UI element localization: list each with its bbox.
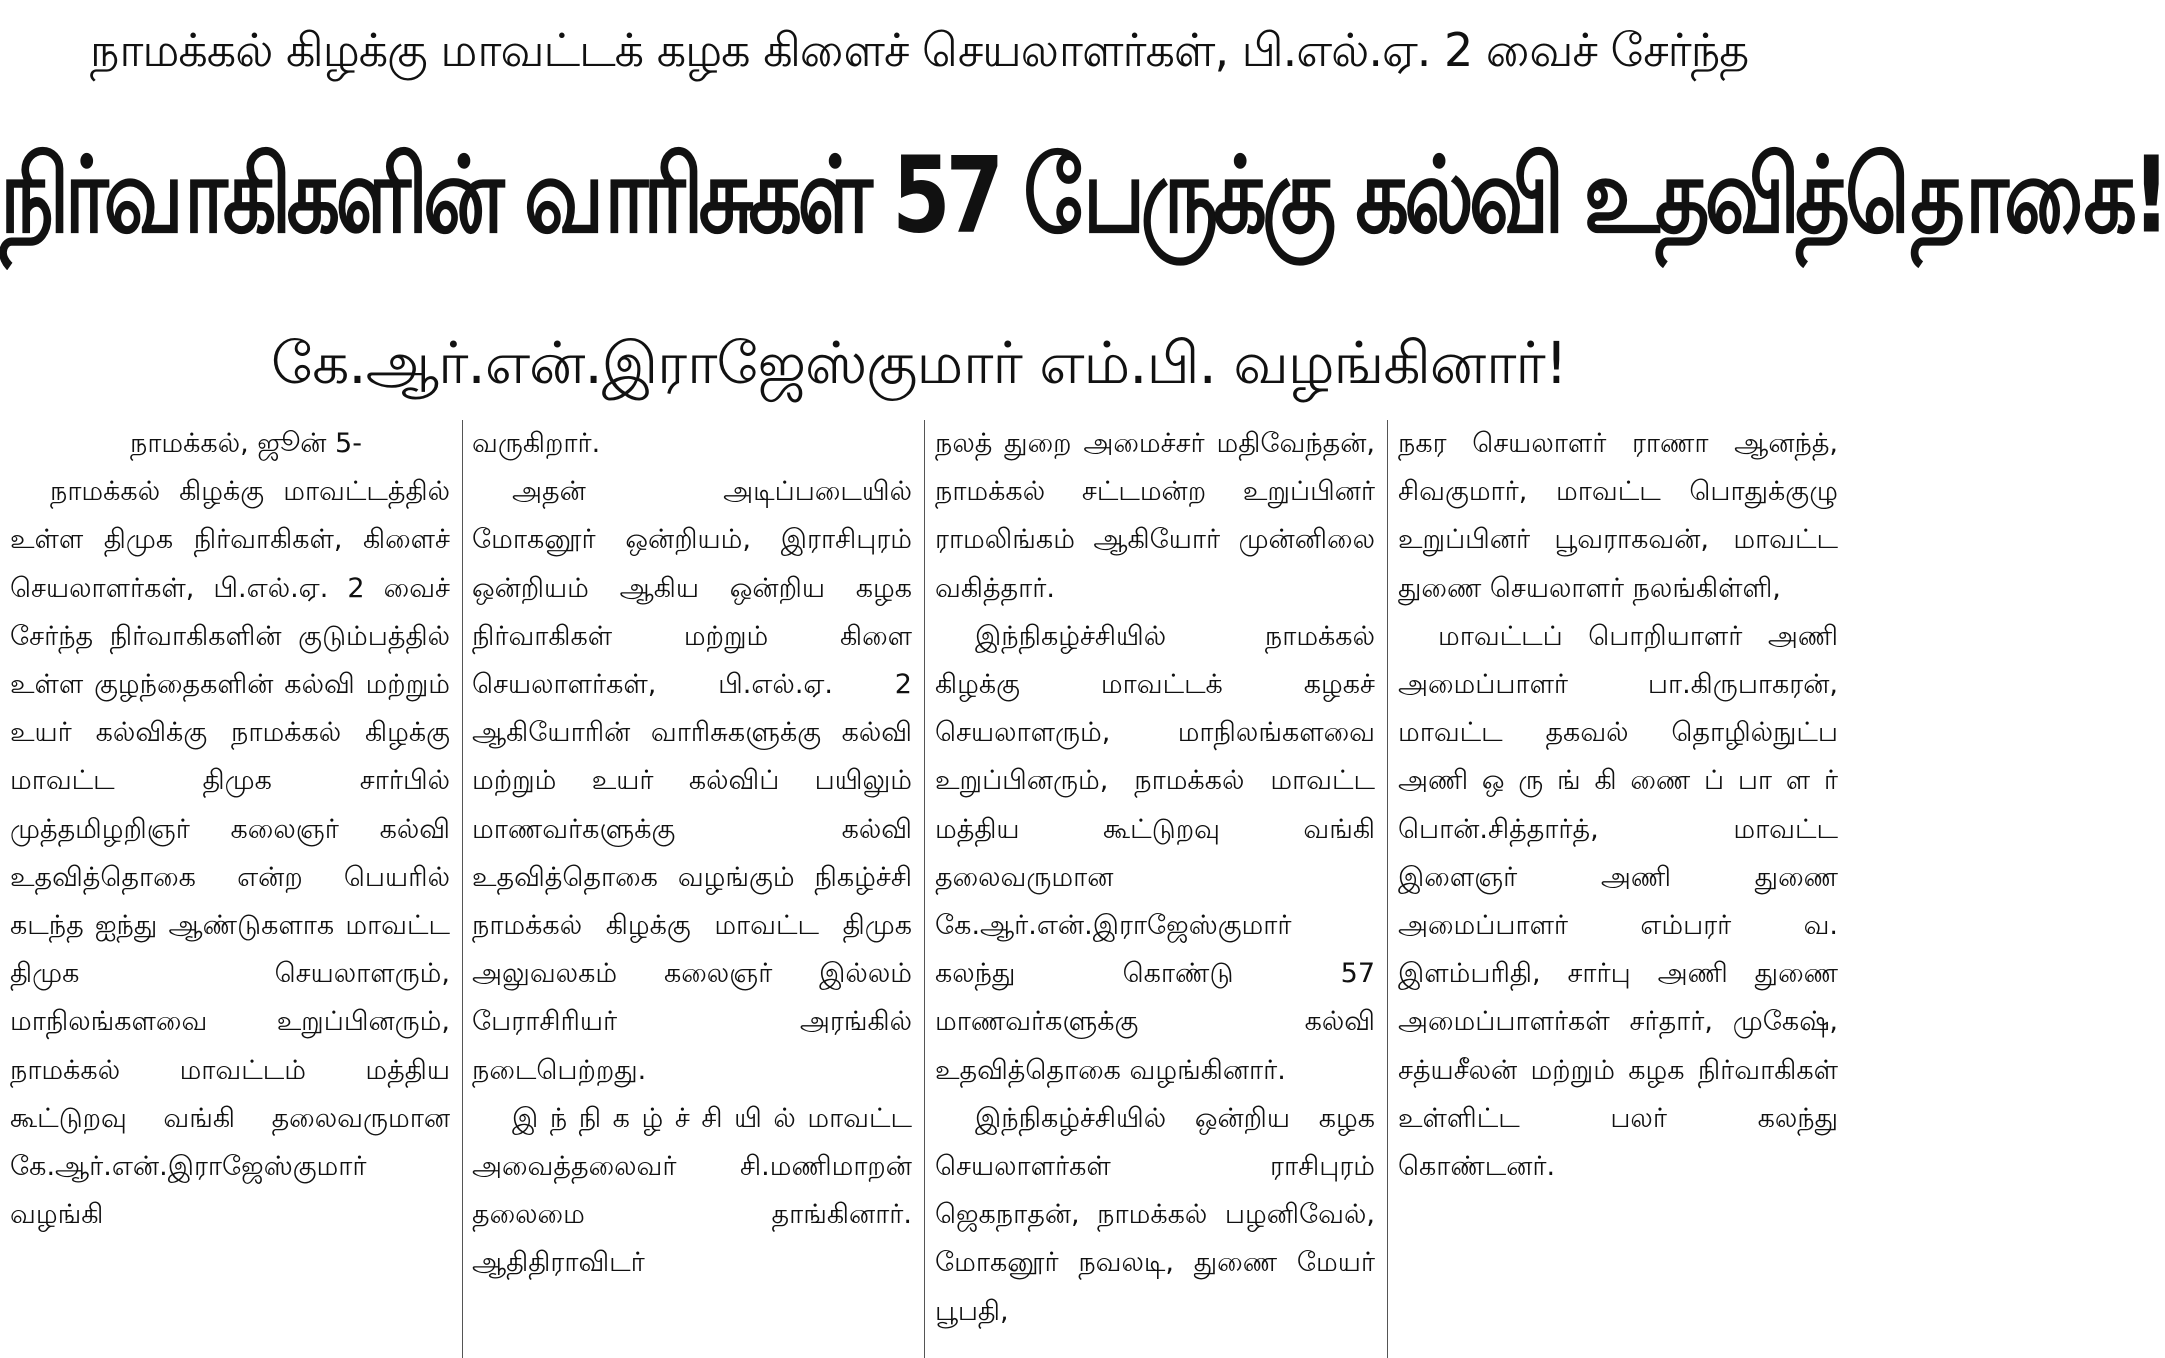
subheadline: கே.ஆர்.என்.இராஜேஸ்குமார் எம்.பி. வழங்கினார்!	[271, 329, 1567, 397]
kicker-line: நாமக்கல் கிழக்கு மாவட்டக் கழக கிளைச் செயலாளர்கள், பி.எல்.ஏ. 2 வைச் சேர்ந்த	[89, 23, 1749, 77]
paragraph: மாவட்டப் பொறியாளர் அணி அமைப்பாளர் பா.கிருபாகரன், மாவட்ட தகவல் தொழில்நுட்ப அணி ஒ ரு ங் கி ணை ப் பா ள ர் பொன்.சித்தார்த், மாவட்ட இளைஞர் அணி துணை அமைப்பாளர் எம்பரர் வ. இளம்பரிதி, சார்பு அணி துணை அமைப்பாளர்கள் சர்தார், முகேஷ், சத்யசீலன் மற்றும் கழக நிர்வாகிகள் உள்ளிட்ட பலர் கலந்து கொண்டனர்.	[1398, 620, 1838, 1183]
paragraph: இந்நிகழ்ச்சியில் ஒன்றிய கழக செயலாளர்கள் ராசிபுரம் ஜெகநாதன், நாமக்கல் பழனிவேல், மோகனூர் நவலடி, துணை மேயர் பூபதி,	[935, 1102, 1375, 1327]
paragraph: நலத் துறை அமைச்சர் மதிவேந்தன், நாமக்கல் சட்டமன்ற உறுப்பினர் ராமலிங்கம் ஆகியோர் முன்னிலை வகித்தார்.	[935, 428, 1375, 604]
article-column-1	[10, 420, 450, 1358]
column-divider	[1387, 420, 1388, 1358]
headline: நிர்வாகிகளின் வாரிசுகள் 57 பேருக்கு கல்வி உதவித்தொகை!	[0, 133, 2165, 257]
dateline: நாமக்கல், ஜூன் 5-	[130, 428, 362, 459]
article-body	[10, 420, 1838, 1358]
paragraph: இந்நிகழ்ச்சியில் நாமக்கல் கிழக்கு மாவட்டக் கழகச் செயலாளரும், மாநிலங்களவை உறுப்பினரும், நாமக்கல் மாவட்ட மத்திய கூட்டுறவு வங்கி தலைவருமான கே.ஆர்.என்.இராஜேஸ்குமார் கலந்து கொண்டு 57 மாணவர்களுக்கு கல்வி உதவித்தொகை வழங்கினார்.	[935, 620, 1375, 1086]
article-column-2	[472, 420, 912, 1358]
paragraph: வருகிறார்.	[472, 428, 601, 459]
article-column-4	[1398, 420, 1838, 1358]
column-divider	[462, 420, 463, 1358]
column-divider	[924, 420, 925, 1358]
paragraph: அதன் அடிப்படையில் மோகனூர் ஒன்றியம், இராசிபுரம் ஒன்றியம் ஆகிய ஒன்றிய கழக நிர்வாகிகள் மற்றும் கிளை செயலாளர்கள், பி.எல்.ஏ. 2 ஆகியோரின் வாரிசுகளுக்கு கல்வி மற்றும் உயர் கல்விப் பயிலும் மாணவர்களுக்கு கல்வி உதவித்தொகை வழங்கும் நிகழ்ச்சி நாமக்கல் கிழக்கு மாவட்ட திமுக அலுவலகம் கலைஞர் இல்லம் பேராசிரியர் அரங்கில் நடைபெற்றது.	[472, 476, 912, 1086]
paragraph: நாமக்கல் கிழக்கு மாவட்டத்தில் உள்ள திமுக நிர்வாகிகள், கிளைச் செயலாளர்கள், பி.எல்.ஏ. 2 வைச் சேர்ந்த நிர்வாகிகளின் குடும்பத்தில் உள்ள குழந்தைகளின் கல்வி மற்றும் உயர் கல்விக்கு நாமக்கல் கிழக்கு மாவட்ட திமுக சார்பில் முத்தமிழறிஞர் கலைஞர் கல்வி உதவித்தொகை என்ற பெயரில் கடந்த ஐந்து ஆண்டுகளாக மாவட்ட திமுக செயலாளரும், மாநிலங்களவை உறுப்பினரும், நாமக்கல் மாவட்டம் மத்திய கூட்டுறவு வங்கி தலைவருமான கே.ஆர்.என்.இராஜேஸ்குமார் வழங்கி	[10, 476, 450, 1231]
paragraph: நகர செயலாளர் ராணா ஆனந்த், சிவகுமார், மாவட்ட பொதுக்குழு உறுப்பினர் பூவராகவன், மாவட்ட துணை செயலாளர் நலங்கிள்ளி,	[1398, 428, 1838, 604]
article-column-3	[935, 420, 1375, 1358]
paragraph: இ ந் நி க ழ் ச் சி யி ல் மாவட்ட அவைத்தலைவர் சி.மணிமாறன் தலைமை தாங்கினார். ஆதிதிராவிடர்	[472, 1102, 912, 1279]
